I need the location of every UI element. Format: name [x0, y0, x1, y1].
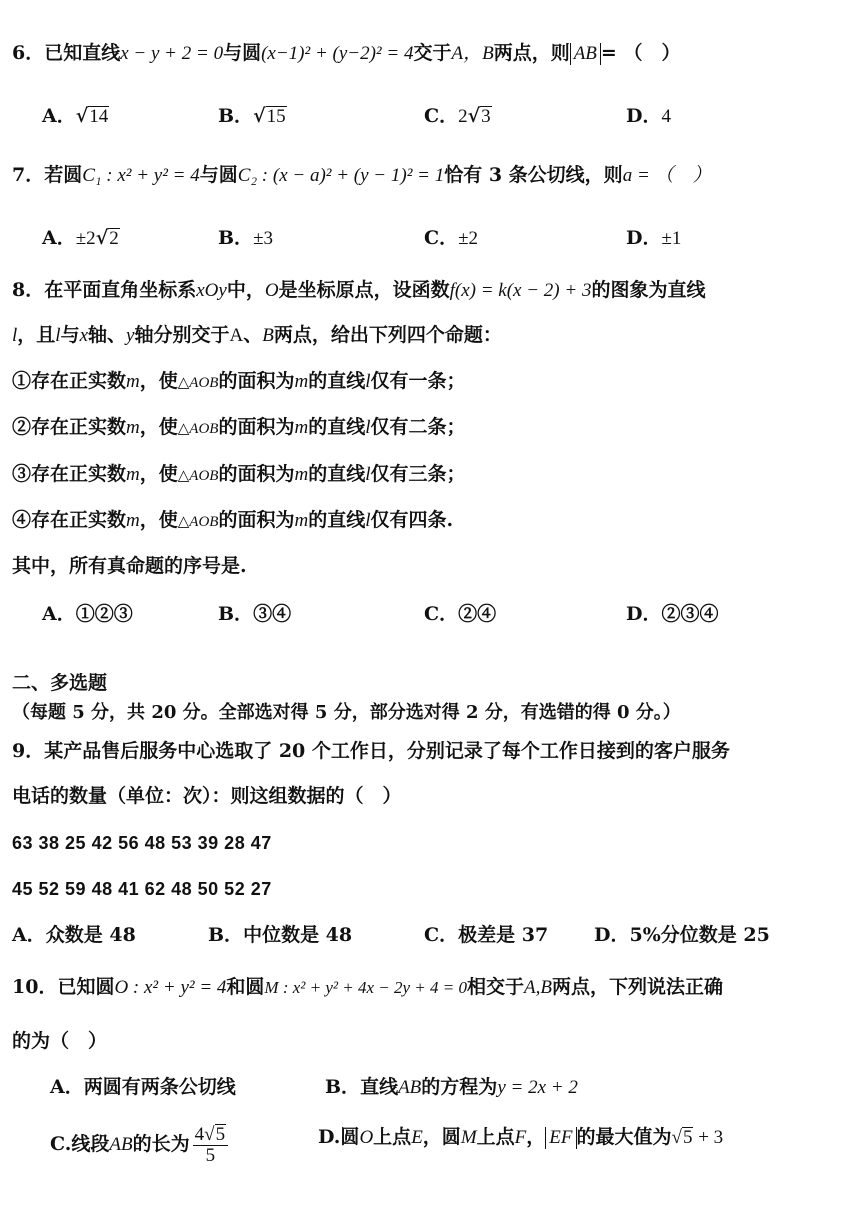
fraction-coef: 4	[194, 1124, 205, 1145]
q9-option-c[interactable]	[424, 922, 548, 948]
option-value: + 3	[693, 1127, 724, 1148]
q7-option-b[interactable]	[218, 225, 273, 252]
q6-text: = （ ）	[600, 42, 681, 64]
option-label: A．	[50, 1076, 84, 1098]
q8-option-b[interactable]	[218, 601, 291, 627]
q8-text: 中，	[226, 279, 265, 301]
q9-option-b[interactable]	[208, 922, 352, 948]
q6-text: 与圆	[223, 42, 262, 64]
option-value: 中位数是 48	[243, 924, 353, 946]
prop-var: l	[365, 417, 371, 438]
option-label: D.	[318, 1126, 341, 1148]
option-equation: y = 2x + 2	[497, 1077, 578, 1098]
option-label: C．	[424, 603, 459, 625]
option-value: 众数是 48	[45, 924, 136, 946]
q10-text: 两点，下列说法正确	[551, 976, 723, 998]
q6-text: 6．已知直线	[12, 42, 121, 64]
option-var: M	[460, 1127, 477, 1148]
option-value: ②③④	[661, 603, 719, 625]
prop-text: 的直线	[308, 509, 366, 531]
option-value: 两圆有两条公切线	[83, 1076, 236, 1098]
q6-option-a[interactable]: A．√14	[42, 105, 109, 127]
option-value: ±2	[75, 228, 96, 249]
q10-options-row2	[0, 1124, 860, 1174]
option-value: 4	[661, 106, 671, 127]
radicand: 5	[215, 1124, 226, 1145]
q8-text: 、	[243, 324, 263, 346]
q8-var: y	[126, 325, 135, 346]
q6-text: 交于	[413, 42, 452, 64]
option-label: C.	[50, 1133, 72, 1155]
option-label: B．	[218, 227, 254, 249]
q10-fraction: $\frac{4√5}{5}$	[193, 1124, 228, 1166]
prop-var: l	[365, 371, 371, 392]
option-label: B．	[218, 603, 254, 625]
option-label: D．	[626, 105, 662, 127]
option-label: D．	[626, 227, 662, 249]
q7-circle-c2: C₂ : (x − a)² + (y − 1)² = 1	[237, 165, 445, 186]
option-label: D．	[626, 603, 662, 625]
q8-text: 轴、	[88, 324, 127, 346]
q8-text: 的图象为直线	[591, 279, 706, 301]
option-value: ，圆	[422, 1126, 461, 1148]
prop-var: l	[365, 510, 371, 531]
q6-option-c[interactable]: C．2√3	[424, 105, 491, 127]
option-value: 直线	[360, 1076, 399, 1098]
option-label: C．	[424, 105, 459, 127]
q8-var: l	[55, 325, 61, 346]
q8-origin: O	[264, 280, 279, 301]
option-label: B．	[325, 1076, 361, 1098]
q9-text: 电话的数量（单位：次）：则这组数据的（ ）	[12, 785, 402, 807]
option-var: F	[514, 1127, 527, 1148]
prop-text: ③存在正实数	[12, 463, 127, 485]
prop-var: m	[126, 510, 140, 531]
option-value: 的最大值为	[576, 1126, 672, 1148]
q8-var: l	[12, 325, 18, 346]
prop-text: 的面积为	[218, 509, 295, 531]
option-label: A．	[42, 227, 76, 249]
q8-function: f(x) = k(x − 2) + 3	[449, 280, 592, 301]
option-value: 5%分位数是 25	[629, 924, 770, 946]
prop-var: l	[365, 464, 371, 485]
radicand: 5	[682, 1127, 693, 1148]
prop-triangle: △AOB	[177, 375, 219, 391]
option-value: 上点	[373, 1126, 412, 1148]
q8-xoy: xOy	[196, 280, 227, 301]
radicand: 2	[109, 228, 119, 249]
prop-text: 仅有三条；	[370, 463, 466, 485]
q8-var: B	[262, 325, 274, 346]
option-label: C．	[424, 924, 459, 946]
option-label: D．	[594, 924, 630, 946]
q6-option-d[interactable]	[626, 103, 671, 130]
q10-ab: A,B	[524, 977, 552, 998]
option-label: A．	[12, 924, 46, 946]
q8-var: x	[79, 325, 89, 346]
option-label: A．	[42, 603, 76, 625]
prop-text: 的面积为	[218, 370, 295, 392]
q10-text: 的为（ ）	[12, 1030, 108, 1052]
prop-var: m	[294, 464, 309, 485]
option-value: 的方程为	[421, 1076, 498, 1098]
q9-data-values: 63 38 25 42 56 48 53 39 28 47	[12, 833, 272, 853]
q10-option-a[interactable]	[50, 1074, 236, 1100]
option-value: 2	[458, 106, 468, 127]
option-value: 的长为	[132, 1133, 190, 1155]
q10-option-c[interactable]	[50, 1124, 231, 1166]
q9-text: 9．某产品售后服务中心选取了 20 个工作日，分别记录了每个工作日接到的客户服务	[12, 740, 730, 762]
radicand: 3	[481, 106, 491, 127]
prop-text: 的面积为	[218, 463, 295, 485]
q8-option-c[interactable]	[424, 601, 496, 627]
prop-text: 的直线	[308, 463, 366, 485]
q7-option-c[interactable]	[424, 225, 478, 252]
prop-text: 的直线	[308, 416, 366, 438]
fraction-denominator: 5	[205, 1145, 216, 1166]
prop-text: ，使	[139, 416, 178, 438]
prop-text: ①存在正实数	[12, 370, 127, 392]
option-value: ，	[526, 1126, 546, 1148]
option-value: 上点	[476, 1126, 515, 1148]
option-var: AB	[109, 1134, 133, 1155]
option-value: ③④	[253, 603, 292, 625]
q10-option-d[interactable]: D.圆O上点E，圆M上点F， EF 的最大值为√5 + 3	[318, 1126, 724, 1148]
q8-option-d[interactable]	[626, 601, 719, 627]
prop-text: ④存在正实数	[12, 509, 127, 531]
q9-data-values: 45 52 59 48 41 62 48 50 52 27	[12, 879, 272, 899]
prop-var: m	[294, 371, 309, 392]
q10-text: 和圆	[226, 976, 265, 998]
option-label: B．	[218, 105, 254, 127]
option-value: ±2	[458, 228, 479, 249]
q6-text: 两点，则	[493, 42, 570, 64]
option-var: E	[411, 1127, 423, 1148]
q7-text: 与圆	[199, 164, 238, 186]
prop-var: m	[294, 417, 309, 438]
option-label: C．	[424, 227, 459, 249]
q10-circle-o: O : x² + y² = 4	[114, 977, 227, 998]
prop-var: m	[126, 417, 140, 438]
option-value: ①②③	[75, 603, 133, 625]
q10-circle-m: M : x² + y² + 4x − 2y + 4 = 0	[264, 978, 467, 997]
prop-text: ，使	[139, 509, 178, 531]
prop-text: ，使	[139, 370, 178, 392]
option-var: O	[359, 1127, 374, 1148]
q10-text: 相交于	[466, 976, 524, 998]
option-value: ②④	[458, 603, 497, 625]
prop-text: ，使	[139, 463, 178, 485]
q8-text: 与	[60, 324, 80, 346]
prop-var: m	[126, 371, 140, 392]
prop-triangle: △AOB	[177, 514, 219, 530]
q6-circle-equation: (x−1)² + (y−2)² = 4	[261, 43, 414, 64]
q7-variable-a: a = （ ）	[622, 165, 712, 186]
q6-line-equation: x − y + 2 = 0	[120, 43, 224, 64]
q8-text: 轴分别交于	[134, 324, 230, 346]
option-value: 极差是 37	[458, 924, 549, 946]
prop-text: 仅有四条.	[370, 509, 454, 531]
option-value: ±3	[253, 228, 273, 249]
option-abs-ef: EF	[545, 1127, 576, 1149]
option-var: AB	[398, 1077, 422, 1098]
option-label: A．	[42, 105, 76, 127]
q8-text: 8．在平面直角坐标系	[12, 279, 197, 301]
prop-text: ②存在正实数	[12, 416, 127, 438]
q9-option-d[interactable]	[594, 922, 770, 948]
q7-option-a[interactable]: A．±2√2	[42, 227, 119, 249]
q9-option-a[interactable]	[12, 922, 136, 948]
q8-var: A	[229, 325, 244, 346]
q7-text: 恰有 3 条公切线，则	[444, 164, 623, 186]
q8-text: 两点，给出下列四个命题：	[273, 324, 502, 346]
option-value: 圆	[340, 1126, 360, 1148]
prop-text: 的面积为	[218, 416, 295, 438]
prop-text: 的直线	[308, 370, 366, 392]
q6-abs-ab: AB	[570, 43, 601, 65]
q8-text: ，且	[17, 324, 56, 346]
prop-triangle: △AOB	[177, 421, 219, 437]
q7-text: 7．若圆	[12, 164, 83, 186]
option-label: B．	[208, 924, 244, 946]
q8-text: 是坐标原点，设函数	[278, 279, 450, 301]
radicand: 15	[266, 106, 286, 127]
q7-option-d[interactable]	[626, 225, 681, 252]
q7-circle-c1: C₁ : x² + y² = 4	[82, 165, 200, 186]
q10-option-b[interactable]	[325, 1074, 578, 1101]
q10-text: 10．已知圆	[12, 976, 115, 998]
q8-option-a[interactable]	[42, 601, 133, 627]
prop-var: m	[294, 510, 309, 531]
prop-triangle: △AOB	[177, 468, 219, 484]
q6-points: A，B	[451, 43, 494, 64]
prop-text: 仅有一条；	[370, 370, 466, 392]
prop-var: m	[126, 464, 140, 485]
q6-option-b[interactable]: B．√15	[218, 105, 286, 127]
q8-summary-text: 其中，所有真命题的序号是.	[12, 555, 247, 577]
prop-text: 仅有二条；	[370, 416, 466, 438]
radicand: 14	[89, 106, 109, 127]
option-value: 线段	[71, 1133, 110, 1155]
section-title-text: 二、多选题	[12, 672, 108, 694]
option-value: ±1	[661, 228, 682, 249]
section-rule-text: （每题 5 分，共 20 分。全部选对得 5 分，部分选对得 2 分，有选错的得 0 分。）	[12, 702, 681, 723]
